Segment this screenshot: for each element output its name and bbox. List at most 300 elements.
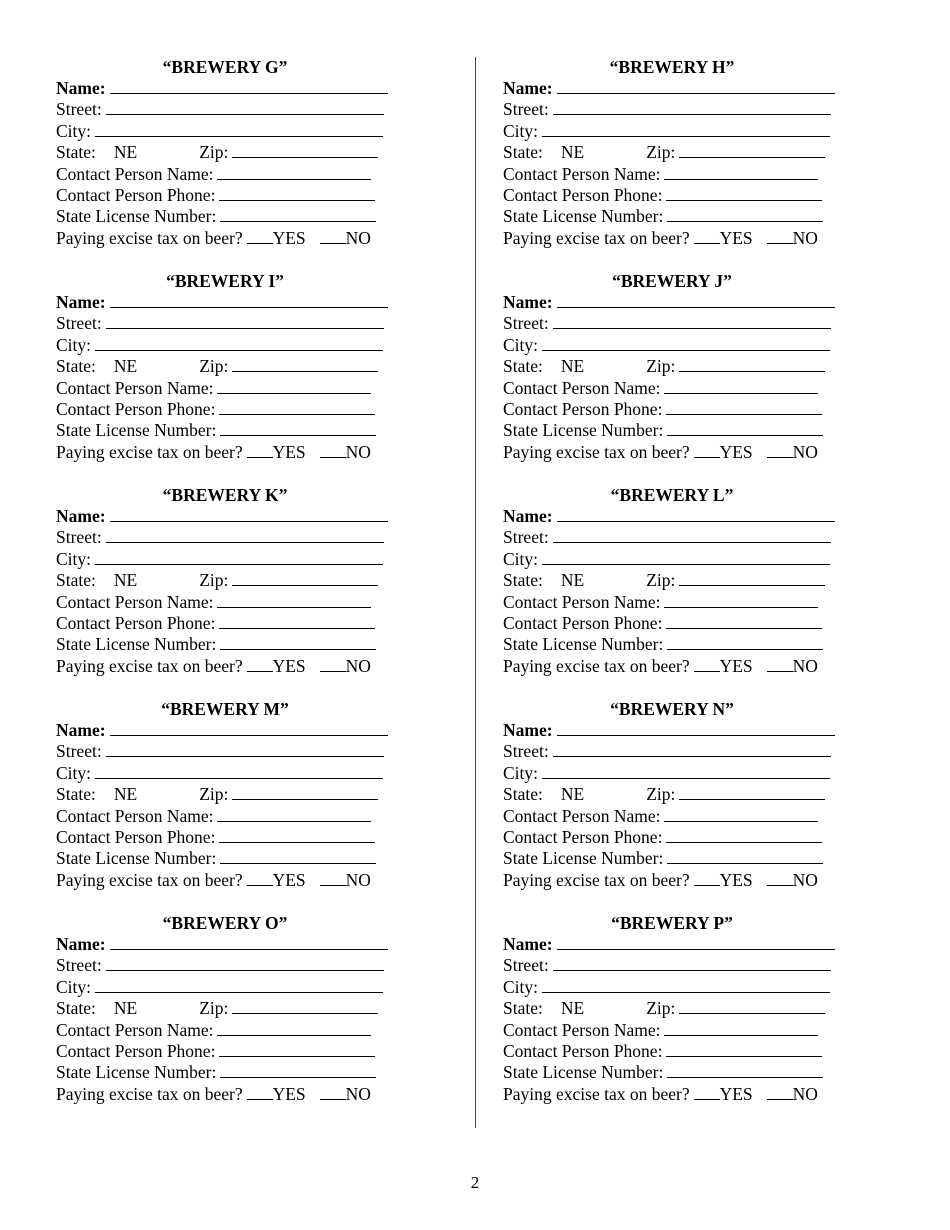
no-label: NO: [345, 227, 371, 248]
name-label: Name:: [56, 934, 106, 954]
contact-phone-label: Contact Person Phone:: [503, 1040, 663, 1061]
brewery-form: [503, 699, 843, 913]
contact-name-field[interactable]: [217, 165, 371, 180]
no-label: NO: [792, 1083, 818, 1104]
license-row: [503, 848, 843, 869]
no-field[interactable]: [767, 229, 793, 244]
contact-phone-row: [503, 399, 843, 420]
excise-label: Paying excise tax on beer?: [56, 869, 243, 890]
street-row: [503, 313, 843, 334]
street-row: [503, 741, 843, 762]
zip-label: Zip:: [199, 570, 229, 591]
excise-row: [503, 870, 843, 891]
contact-name-row: [503, 378, 843, 399]
name-label: Name:: [56, 720, 106, 740]
city-label: City:: [56, 548, 92, 569]
state-value: NE: [560, 784, 585, 805]
city-label: City:: [503, 548, 539, 569]
excise-row: [56, 228, 396, 249]
left-column: [56, 57, 396, 1127]
right-column: [503, 57, 843, 1127]
brewery-title: “BREWERY P”: [611, 913, 733, 933]
street-field[interactable]: [106, 314, 384, 329]
street-field[interactable]: [553, 956, 831, 971]
brewery-title: “BREWERY M”: [161, 699, 289, 719]
city-row: [56, 549, 396, 570]
street-field[interactable]: [553, 742, 831, 757]
contact-phone-field[interactable]: [666, 186, 822, 201]
contact-name-label: Contact Person Name:: [56, 805, 214, 826]
excise-label: Paying excise tax on beer?: [503, 869, 690, 890]
yes-field[interactable]: [247, 1085, 273, 1100]
state-label: State:: [56, 570, 96, 591]
city-row: [56, 335, 396, 356]
yes-field[interactable]: [694, 1085, 720, 1100]
state-value: NE: [560, 356, 585, 377]
street-row: [503, 527, 843, 548]
no-field[interactable]: [767, 1085, 793, 1100]
city-field[interactable]: [95, 550, 383, 565]
street-row: [56, 527, 396, 548]
state-zip-row: [56, 142, 396, 163]
contact-phone-label: Contact Person Phone:: [503, 826, 663, 847]
zip-field[interactable]: [679, 999, 825, 1014]
city-label: City:: [503, 762, 539, 783]
street-label: Street:: [56, 313, 102, 334]
zip-label: Zip:: [199, 356, 229, 377]
name-field[interactable]: [110, 293, 388, 308]
contact-phone-field[interactable]: [666, 828, 822, 843]
yes-field[interactable]: [694, 871, 720, 886]
license-label: State License Number:: [503, 848, 664, 869]
license-label: State License Number:: [503, 420, 664, 441]
brewery-form: [56, 57, 396, 271]
contact-phone-row: [56, 827, 396, 848]
contact-phone-label: Contact Person Phone:: [503, 612, 663, 633]
license-field[interactable]: [220, 849, 376, 864]
no-field[interactable]: [767, 657, 793, 672]
contact-phone-field[interactable]: [666, 1042, 822, 1057]
contact-phone-field[interactable]: [219, 1042, 375, 1057]
contact-phone-field[interactable]: [219, 614, 375, 629]
city-field[interactable]: [542, 550, 830, 565]
contact-name-field[interactable]: [664, 593, 818, 608]
state-zip-row: [56, 570, 396, 591]
name-label: Name:: [503, 720, 553, 740]
name-row: [56, 78, 396, 99]
state-value: NE: [113, 356, 138, 377]
yes-label: YES: [719, 227, 753, 248]
name-row: [503, 292, 843, 313]
street-row: [56, 313, 396, 334]
yes-label: YES: [272, 655, 306, 676]
license-label: State License Number:: [56, 206, 217, 227]
license-label: State License Number:: [503, 1062, 664, 1083]
city-label: City:: [503, 334, 539, 355]
street-label: Street:: [503, 741, 549, 762]
license-row: [56, 1062, 396, 1083]
yes-field[interactable]: [694, 443, 720, 458]
no-field[interactable]: [320, 871, 346, 886]
no-label: NO: [792, 227, 818, 248]
contact-phone-row: [56, 185, 396, 206]
state-zip-row: [56, 784, 396, 805]
state-zip-row: [503, 356, 843, 377]
contact-phone-field[interactable]: [666, 400, 822, 415]
no-field[interactable]: [320, 443, 346, 458]
name-row: [56, 506, 396, 527]
city-field[interactable]: [542, 764, 830, 779]
state-label: State:: [56, 784, 96, 805]
license-label: State License Number:: [56, 634, 217, 655]
yes-label: YES: [272, 1083, 306, 1104]
license-field[interactable]: [667, 207, 823, 222]
yes-label: YES: [719, 441, 753, 462]
zip-label: Zip:: [646, 998, 676, 1019]
street-field[interactable]: [106, 100, 384, 115]
city-label: City:: [503, 120, 539, 141]
city-field[interactable]: [95, 764, 383, 779]
contact-phone-field[interactable]: [219, 828, 375, 843]
brewery-form: [56, 271, 396, 485]
contact-name-row: [503, 592, 843, 613]
name-label: Name:: [503, 934, 553, 954]
contact-phone-label: Contact Person Phone:: [56, 612, 216, 633]
contact-name-label: Contact Person Name:: [503, 163, 661, 184]
excise-row: [503, 442, 843, 463]
street-label: Street:: [503, 313, 549, 334]
state-value: NE: [113, 142, 138, 163]
excise-row: [56, 870, 396, 891]
brewery-form: [503, 485, 843, 699]
contact-phone-row: [503, 185, 843, 206]
state-label: State:: [503, 998, 543, 1019]
zip-field[interactable]: [679, 785, 825, 800]
brewery-form: [56, 913, 396, 1127]
excise-label: Paying excise tax on beer?: [56, 227, 243, 248]
contact-name-field[interactable]: [217, 379, 371, 394]
city-field[interactable]: [542, 978, 830, 993]
license-label: State License Number:: [56, 1062, 217, 1083]
zip-label: Zip:: [199, 142, 229, 163]
license-label: State License Number:: [56, 848, 217, 869]
name-field[interactable]: [557, 293, 835, 308]
name-label: Name:: [503, 292, 553, 312]
zip-field[interactable]: [232, 999, 378, 1014]
excise-row: [56, 442, 396, 463]
state-value: NE: [113, 784, 138, 805]
no-field[interactable]: [320, 229, 346, 244]
contact-phone-field[interactable]: [219, 400, 375, 415]
name-label: Name:: [56, 78, 106, 98]
contact-phone-label: Contact Person Phone:: [56, 826, 216, 847]
street-label: Street:: [56, 741, 102, 762]
contact-phone-row: [503, 1041, 843, 1062]
yes-label: YES: [272, 441, 306, 462]
contact-name-label: Contact Person Name:: [503, 805, 661, 826]
state-label: State:: [56, 142, 96, 163]
street-field[interactable]: [553, 100, 831, 115]
street-field[interactable]: [106, 742, 384, 757]
license-field[interactable]: [667, 635, 823, 650]
contact-phone-field[interactable]: [219, 186, 375, 201]
contact-name-field[interactable]: [217, 1021, 371, 1036]
city-row: [503, 121, 843, 142]
city-label: City:: [56, 120, 92, 141]
zip-field[interactable]: [232, 143, 378, 158]
state-value: NE: [560, 142, 585, 163]
excise-label: Paying excise tax on beer?: [56, 441, 243, 462]
yes-field[interactable]: [694, 229, 720, 244]
street-label: Street:: [503, 527, 549, 548]
license-field[interactable]: [667, 421, 823, 436]
zip-label: Zip:: [646, 784, 676, 805]
license-field[interactable]: [667, 849, 823, 864]
contact-name-label: Contact Person Name:: [56, 1019, 214, 1040]
zip-field[interactable]: [232, 785, 378, 800]
zip-field[interactable]: [679, 357, 825, 372]
excise-row: [503, 656, 843, 677]
contact-name-label: Contact Person Name:: [503, 377, 661, 398]
name-label: Name:: [503, 506, 553, 526]
contact-name-label: Contact Person Name:: [56, 163, 214, 184]
yes-label: YES: [719, 1083, 753, 1104]
contact-name-label: Contact Person Name:: [56, 591, 214, 612]
contact-phone-row: [503, 827, 843, 848]
zip-label: Zip:: [646, 142, 676, 163]
state-zip-row: [56, 998, 396, 1019]
city-row: [503, 763, 843, 784]
city-field[interactable]: [542, 122, 830, 137]
contact-name-row: [503, 164, 843, 185]
excise-row: [503, 228, 843, 249]
column-divider: [475, 57, 476, 1128]
zip-field[interactable]: [232, 357, 378, 372]
excise-row: [56, 656, 396, 677]
contact-phone-row: [503, 613, 843, 634]
brewery-title: “BREWERY H”: [609, 57, 735, 77]
no-label: NO: [792, 655, 818, 676]
no-field[interactable]: [767, 443, 793, 458]
contact-name-field[interactable]: [664, 379, 818, 394]
state-label: State:: [503, 570, 543, 591]
brewery-form: [503, 57, 843, 271]
license-field[interactable]: [220, 635, 376, 650]
city-row: [503, 549, 843, 570]
name-label: Name:: [56, 506, 106, 526]
city-field[interactable]: [95, 336, 383, 351]
license-row: [503, 206, 843, 227]
contact-name-row: [56, 164, 396, 185]
city-row: [56, 121, 396, 142]
zip-label: Zip:: [646, 356, 676, 377]
no-label: NO: [792, 441, 818, 462]
brewery-title: “BREWERY N”: [610, 699, 734, 719]
contact-name-row: [56, 1020, 396, 1041]
state-zip-row: [56, 356, 396, 377]
contact-phone-label: Contact Person Phone:: [503, 184, 663, 205]
zip-field[interactable]: [232, 571, 378, 586]
zip-label: Zip:: [199, 784, 229, 805]
license-row: [56, 420, 396, 441]
contact-name-field[interactable]: [664, 807, 818, 822]
street-field[interactable]: [553, 528, 831, 543]
brewery-form: [503, 271, 843, 485]
state-value: NE: [113, 570, 138, 591]
brewery-form: [56, 485, 396, 699]
street-row: [56, 741, 396, 762]
contact-phone-row: [56, 399, 396, 420]
license-row: [56, 634, 396, 655]
name-field[interactable]: [110, 721, 388, 736]
state-zip-row: [503, 142, 843, 163]
yes-field[interactable]: [694, 657, 720, 672]
name-row: [503, 78, 843, 99]
contact-phone-field[interactable]: [666, 614, 822, 629]
license-field[interactable]: [667, 1063, 823, 1078]
city-row: [56, 763, 396, 784]
no-label: NO: [345, 869, 371, 890]
brewery-title: “BREWERY L”: [610, 485, 734, 505]
street-row: [56, 955, 396, 976]
zip-field[interactable]: [679, 143, 825, 158]
brewery-title: “BREWERY I”: [166, 271, 284, 291]
name-row: [56, 720, 396, 741]
excise-label: Paying excise tax on beer?: [503, 441, 690, 462]
street-field[interactable]: [106, 956, 384, 971]
name-row: [503, 720, 843, 741]
name-label: Name:: [56, 292, 106, 312]
license-row: [503, 420, 843, 441]
zip-label: Zip:: [199, 998, 229, 1019]
state-value: NE: [113, 998, 138, 1019]
name-field[interactable]: [110, 507, 388, 522]
contact-name-row: [56, 592, 396, 613]
no-label: NO: [792, 869, 818, 890]
city-field[interactable]: [95, 122, 383, 137]
no-label: NO: [345, 655, 371, 676]
license-label: State License Number:: [503, 206, 664, 227]
excise-label: Paying excise tax on beer?: [56, 655, 243, 676]
street-label: Street:: [503, 955, 549, 976]
state-label: State:: [503, 784, 543, 805]
license-field[interactable]: [220, 207, 376, 222]
yes-label: YES: [272, 869, 306, 890]
contact-name-field[interactable]: [664, 1021, 818, 1036]
street-row: [503, 955, 843, 976]
city-row: [56, 977, 396, 998]
zip-label: Zip:: [646, 570, 676, 591]
contact-phone-label: Contact Person Phone:: [56, 398, 216, 419]
city-label: City:: [56, 762, 92, 783]
name-row: [56, 934, 396, 955]
city-row: [503, 335, 843, 356]
license-row: [503, 1062, 843, 1083]
contact-name-label: Contact Person Name:: [503, 1019, 661, 1040]
yes-label: YES: [272, 227, 306, 248]
state-zip-row: [503, 998, 843, 1019]
contact-phone-label: Contact Person Phone:: [56, 184, 216, 205]
no-field[interactable]: [320, 657, 346, 672]
contact-phone-label: Contact Person Phone:: [503, 398, 663, 419]
yes-field[interactable]: [247, 443, 273, 458]
street-row: [56, 99, 396, 120]
license-row: [503, 634, 843, 655]
yes-field[interactable]: [247, 871, 273, 886]
yes-label: YES: [719, 869, 753, 890]
page-number: 2: [470, 1173, 480, 1192]
street-row: [503, 99, 843, 120]
city-label: City:: [56, 976, 92, 997]
city-label: City:: [503, 976, 539, 997]
license-field[interactable]: [220, 1063, 376, 1078]
contact-name-label: Contact Person Name:: [503, 591, 661, 612]
street-field[interactable]: [553, 314, 831, 329]
contact-phone-row: [56, 613, 396, 634]
name-field[interactable]: [557, 935, 835, 950]
no-label: NO: [345, 441, 371, 462]
state-label: State:: [56, 998, 96, 1019]
no-field[interactable]: [320, 1085, 346, 1100]
city-field[interactable]: [95, 978, 383, 993]
brewery-title: “BREWERY J”: [612, 271, 732, 291]
name-label: Name:: [503, 78, 553, 98]
license-field[interactable]: [220, 421, 376, 436]
excise-label: Paying excise tax on beer?: [503, 227, 690, 248]
name-field[interactable]: [557, 79, 835, 94]
excise-label: Paying excise tax on beer?: [503, 1083, 690, 1104]
license-label: State License Number:: [503, 634, 664, 655]
name-field[interactable]: [110, 79, 388, 94]
yes-field[interactable]: [247, 229, 273, 244]
contact-name-label: Contact Person Name:: [56, 377, 214, 398]
contact-name-field[interactable]: [664, 165, 818, 180]
contact-name-row: [503, 806, 843, 827]
city-label: City:: [56, 334, 92, 355]
contact-name-row: [56, 806, 396, 827]
yes-field[interactable]: [247, 657, 273, 672]
state-value: NE: [560, 570, 585, 591]
excise-label: Paying excise tax on beer?: [503, 655, 690, 676]
name-field[interactable]: [557, 507, 835, 522]
name-field[interactable]: [110, 935, 388, 950]
name-field[interactable]: [557, 721, 835, 736]
contact-name-field[interactable]: [217, 807, 371, 822]
street-field[interactable]: [106, 528, 384, 543]
state-value: NE: [560, 998, 585, 1019]
state-label: State:: [56, 356, 96, 377]
brewery-form: [56, 699, 396, 913]
street-label: Street:: [56, 99, 102, 120]
brewery-title: “BREWERY O”: [162, 913, 288, 933]
state-label: State:: [503, 356, 543, 377]
license-row: [56, 848, 396, 869]
street-label: Street:: [56, 527, 102, 548]
state-label: State:: [503, 142, 543, 163]
brewery-form: [503, 913, 843, 1127]
yes-label: YES: [719, 655, 753, 676]
contact-phone-row: [56, 1041, 396, 1062]
no-field[interactable]: [767, 871, 793, 886]
name-row: [56, 292, 396, 313]
excise-row: [56, 1084, 396, 1105]
contact-name-field[interactable]: [217, 593, 371, 608]
zip-field[interactable]: [679, 571, 825, 586]
city-field[interactable]: [542, 336, 830, 351]
name-row: [503, 506, 843, 527]
state-zip-row: [503, 784, 843, 805]
contact-name-row: [503, 1020, 843, 1041]
